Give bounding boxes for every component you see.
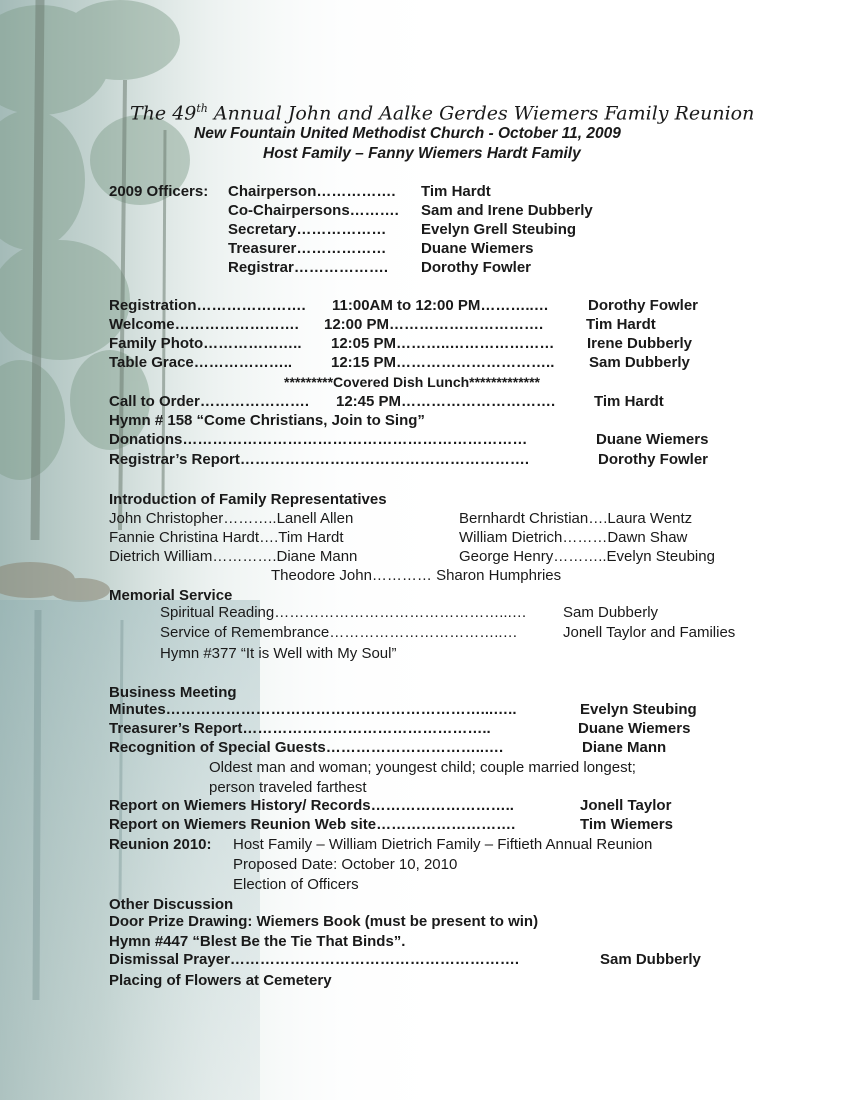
- treasurer-report-item: Treasurer’s Report…………………………………………..: [109, 720, 491, 737]
- spiritual-reading-person: Sam Dubberly: [563, 604, 659, 621]
- representative-right: William Dietrich………Dawn Shaw: [459, 529, 688, 546]
- officers-heading: 2009 Officers:: [109, 183, 209, 200]
- program-title: The 49th Annual John and Aalke Gerdes Wiemers Family Reunion: [130, 102, 755, 125]
- representatives-heading: Introduction of Family Representatives: [109, 491, 387, 508]
- representative-left: John Christopher………..Lanell Allen: [109, 510, 354, 527]
- schedule-time: 11:00AM to 12:00 PM………..…: [332, 297, 549, 314]
- reunion-2010-host: Host Family – William Dietrich Family – Fiftieth Annual Reunion: [233, 836, 653, 853]
- dismissal-prayer-person: Sam Dubberly: [600, 951, 701, 968]
- schedule-person: Irene Dubberly: [587, 335, 693, 352]
- officer-name: Duane Wiemers: [421, 240, 534, 257]
- lunch-line: *********Covered Dish Lunch*************: [284, 374, 540, 390]
- officer-role: Chairperson…………….: [228, 183, 396, 200]
- schedule-item: Welcome…………………….: [109, 316, 299, 333]
- registrar-report-item: Registrar’s Report………………………………………………….: [109, 451, 530, 468]
- registrar-report-person: Dorothy Fowler: [598, 451, 709, 468]
- spiritual-reading-item: Spiritual Reading………………………………………...…: [160, 604, 527, 621]
- remembrance-person: Jonell Taylor and Families: [563, 624, 736, 641]
- website-report-item: Report on Wiemers Reunion Web site……………………….: [109, 816, 516, 833]
- officer-role: Secretary………………: [228, 221, 387, 238]
- officer-role: Treasurer………………: [228, 240, 387, 257]
- representative-center: Theodore John………… Sharon Humphries: [271, 567, 562, 584]
- representative-right: Bernhardt Christian….Laura Wentz: [459, 510, 693, 527]
- special-guests-item: Recognition of Special Guests…………………………..….: [109, 739, 504, 756]
- schedule-time: 12:15 PM…………………………..: [331, 354, 555, 371]
- treasurer-report-person: Duane Wiemers: [578, 720, 691, 737]
- remembrance-item: Service of Remembrance……………………………..…: [160, 624, 518, 641]
- officer-name: Evelyn Grell Steubing: [421, 221, 577, 238]
- schedule-person: Tim Hardt: [586, 316, 656, 333]
- reunion-2010-date: Proposed Date: October 10, 2010: [233, 856, 458, 873]
- minutes-item: Minutes………………………………………………………...…..: [109, 701, 517, 718]
- schedule-person: Dorothy Fowler: [588, 297, 699, 314]
- schedule-item: Table Grace………………..: [109, 354, 293, 371]
- website-report-person: Tim Wiemers: [580, 816, 673, 833]
- hymn-158: Hymn # 158 “Come Christians, Join to Sing”: [109, 412, 425, 429]
- history-report-item: Report on Wiemers History/ Records………………………..: [109, 797, 514, 814]
- schedule-time: 12:05 PM………..…………………: [331, 335, 555, 352]
- memorial-heading: Memorial Service: [109, 587, 233, 604]
- reunion-2010-election: Election of Officers: [233, 876, 359, 893]
- representative-left: Dietrich William………….Diane Mann: [109, 548, 358, 565]
- church-and-date-line: New Fountain United Methodist Church - October 11, 2009: [194, 125, 621, 142]
- host-family-line: Host Family – Fanny Wiemers Hardt Family: [263, 145, 581, 162]
- donations-item: Donations……………………………………………………………: [109, 431, 528, 448]
- guests-detail: person traveled farthest: [209, 779, 367, 796]
- hymn-447: Hymn #447 “Blest Be the Tie That Binds”.: [109, 933, 406, 950]
- officer-role: Co-Chairpersons……….: [228, 202, 399, 219]
- minutes-person: Evelyn Steubing: [580, 701, 697, 718]
- call-to-order-person: Tim Hardt: [594, 393, 664, 410]
- hymn-377: Hymn #377 “It is Well with My Soul”: [160, 645, 397, 662]
- schedule-time: 12:00 PM………………………….: [324, 316, 544, 333]
- business-heading: Business Meeting: [109, 684, 237, 701]
- other-discussion: Other Discussion: [109, 896, 234, 913]
- representative-right: George Henry………..Evelyn Steubing: [459, 548, 715, 565]
- placing-of-flowers: Placing of Flowers at Cemetery: [109, 972, 332, 989]
- guests-detail: Oldest man and woman; youngest child; couple married longest;: [209, 759, 636, 776]
- special-guests-person: Diane Mann: [582, 739, 667, 756]
- dismissal-prayer-item: Dismissal Prayer………………………………………………….: [109, 951, 520, 968]
- officer-name: Dorothy Fowler: [421, 259, 532, 276]
- officer-name: Tim Hardt: [421, 183, 491, 200]
- officer-role: Registrar……………….: [228, 259, 389, 276]
- door-prize-drawing: Door Prize Drawing: Wiemers Book (must be present to win): [109, 913, 539, 930]
- call-to-order-time: 12:45 PM………………………….: [336, 393, 556, 410]
- call-to-order-item: Call to Order………………….: [109, 393, 310, 410]
- officer-name: Sam and Irene Dubberly: [421, 202, 593, 219]
- reunion-2010-label: Reunion 2010:: [109, 836, 212, 853]
- schedule-item: Family Photo………………..: [109, 335, 302, 352]
- donations-person: Duane Wiemers: [596, 431, 709, 448]
- history-report-person: Jonell Taylor: [580, 797, 672, 814]
- schedule-person: Sam Dubberly: [589, 354, 690, 371]
- schedule-item: Registration………………….: [109, 297, 306, 314]
- representative-left: Fannie Christina Hardt….Tim Hardt: [109, 529, 344, 546]
